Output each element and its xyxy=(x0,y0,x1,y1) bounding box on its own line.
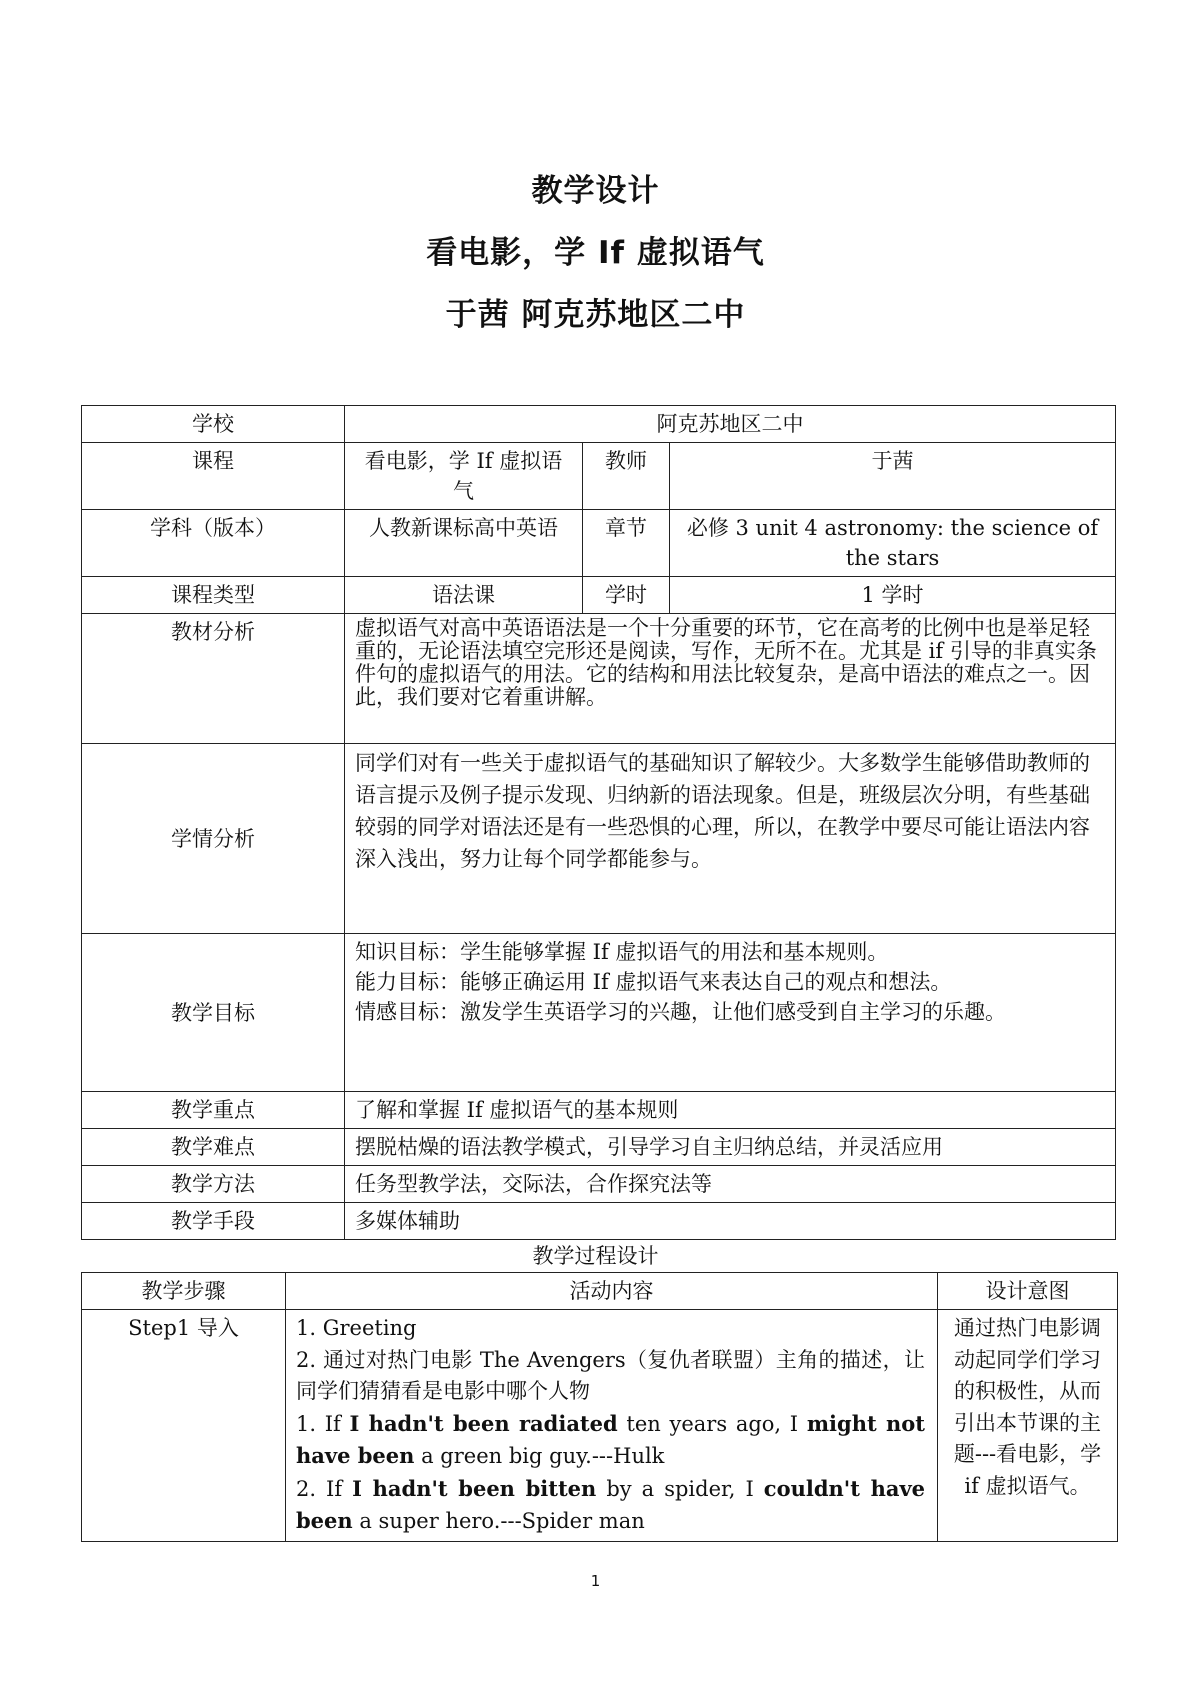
label-subject: 学科（版本） xyxy=(82,510,345,577)
ex1-bold: I hadn't been radiated xyxy=(349,1410,618,1436)
process-row-step1 xyxy=(82,1310,1118,1542)
label-means: 教学手段 xyxy=(82,1203,345,1240)
label-difficulty: 教学难点 xyxy=(82,1129,345,1166)
ex2-text: by a spider, I xyxy=(596,1476,764,1501)
label-goal: 教学目标 xyxy=(82,934,345,1092)
value-difficulty: 摆脱枯燥的语法教学模式，引导学习自主归纳总结，并灵活应用 xyxy=(345,1129,1116,1166)
row-method xyxy=(82,1166,1116,1203)
step1-name: Step1 导入 xyxy=(82,1310,286,1542)
value-student: 同学们对有一些关于虚拟语气的基础知识了解较少。大多数学生能够借助教师的语言提示及例子提示发现、归纳新的语法现象。但是，班级层次分明，有些基础较弱的同学对语法还是有一些恐惧的心理，所以，在教学中要尽可能让语法内容深入浅出，努力让每个同学都能参与。 xyxy=(345,744,1116,934)
label-material: 教材分析 xyxy=(82,614,345,744)
label-hours: 学时 xyxy=(583,577,670,614)
value-course: 看电影，学 If 虚拟语气 xyxy=(345,443,583,510)
row-type xyxy=(82,577,1116,614)
step1-activity xyxy=(286,1310,938,1542)
ex1-bold: might not have been xyxy=(296,1410,925,1468)
row-key xyxy=(82,1092,1116,1129)
step1-intent: 通过热门电影调动起同学们学习的积极性，从而引出本节课的主题---看电影，学 if 虚拟语气。 xyxy=(938,1310,1118,1542)
ex1-text: 1. If xyxy=(296,1411,350,1436)
value-hours: 1 学时 xyxy=(670,577,1116,614)
lesson-info-table xyxy=(81,405,1116,1240)
header-step: 教学步骤 xyxy=(82,1273,286,1310)
ex2-bold: I hadn't been bitten xyxy=(352,1475,597,1501)
value-type: 语法课 xyxy=(345,577,583,614)
process-caption: 教学过程设计 xyxy=(532,1244,659,1268)
label-course: 课程 xyxy=(82,443,345,510)
value-key: 了解和掌握 If 虚拟语气的基本规则 xyxy=(345,1092,1116,1129)
row-difficulty xyxy=(82,1129,1116,1166)
row-school xyxy=(82,406,1116,443)
doc-title: 教学设计 xyxy=(531,173,660,209)
label-method: 教学方法 xyxy=(82,1166,345,1203)
row-material xyxy=(82,614,1116,744)
row-course xyxy=(82,443,1116,510)
step1-example-1 xyxy=(296,1408,925,1473)
ex2-bold: couldn't have been xyxy=(296,1475,926,1533)
row-goal xyxy=(82,934,1116,1092)
document-title-block xyxy=(0,160,1191,346)
ex2-text: a super hero.---Spider man xyxy=(352,1509,645,1533)
goal-ability: 能力目标：能够正确运用 If 虚拟语气来表达自己的观点和想法。 xyxy=(355,970,952,994)
value-means: 多媒体辅助 xyxy=(345,1203,1116,1240)
value-subject: 人教新课标高中英语 xyxy=(345,510,583,577)
ex2-text: 2. If xyxy=(296,1476,353,1501)
header-activity: 活动内容 xyxy=(286,1273,938,1310)
goal-emotion: 情感目标：激发学生英语学习的兴趣，让他们感受到自主学习的乐趣。 xyxy=(355,1000,1006,1024)
process-header-row xyxy=(82,1273,1118,1310)
label-key: 教学重点 xyxy=(82,1092,345,1129)
row-means xyxy=(82,1203,1116,1240)
goal-knowledge: 知识目标：学生能够掌握 If 虚拟语气的用法和基本规则。 xyxy=(355,940,889,964)
label-student: 学情分析 xyxy=(82,744,345,934)
label-chapter: 章节 xyxy=(583,510,670,577)
step1-line2: 2. 通过对热门电影 The Avengers（复仇者联盟）主角的描述，让同学们猜猜看是电影中哪个人物 xyxy=(296,1347,925,1403)
value-goal xyxy=(345,934,1116,1092)
header-intent: 设计意图 xyxy=(938,1273,1118,1310)
ex1-text: ten years ago, I xyxy=(617,1411,807,1436)
step1-line1: 1. Greeting xyxy=(296,1316,417,1340)
row-subject xyxy=(82,510,1116,577)
label-school: 学校 xyxy=(82,406,345,443)
label-teacher: 教师 xyxy=(583,443,670,510)
value-teacher: 于茜 xyxy=(670,443,1116,510)
page-number: 1 xyxy=(590,1572,601,1590)
label-type: 课程类型 xyxy=(82,577,345,614)
step1-example-2 xyxy=(296,1473,925,1538)
value-chapter: 必修 3 unit 4 astronomy: the science of the stars xyxy=(670,510,1116,577)
value-school: 阿克苏地区二中 xyxy=(345,406,1116,443)
row-student xyxy=(82,744,1116,934)
process-table xyxy=(81,1272,1118,1542)
value-method: 任务型教学法，交际法，合作探究法等 xyxy=(345,1166,1116,1203)
ex1-text: a green big guy.---Hulk xyxy=(414,1444,665,1468)
author-line: 于茜 阿克苏地区二中 xyxy=(445,297,746,333)
value-material: 虚拟语气对高中英语语法是一个十分重要的环节，它在高考的比例中也是举足轻重的，无论语法填空完形还是阅读，写作，无所不在。尤其是 if 引导的非真实条件句的虚拟语气的用法。它的结构和用法比较复杂，是高中语法的难点之一。因此，我们要对它着重讲解。 xyxy=(345,614,1116,744)
lesson-title: 看电影，学 If 虚拟语气 xyxy=(426,235,765,271)
